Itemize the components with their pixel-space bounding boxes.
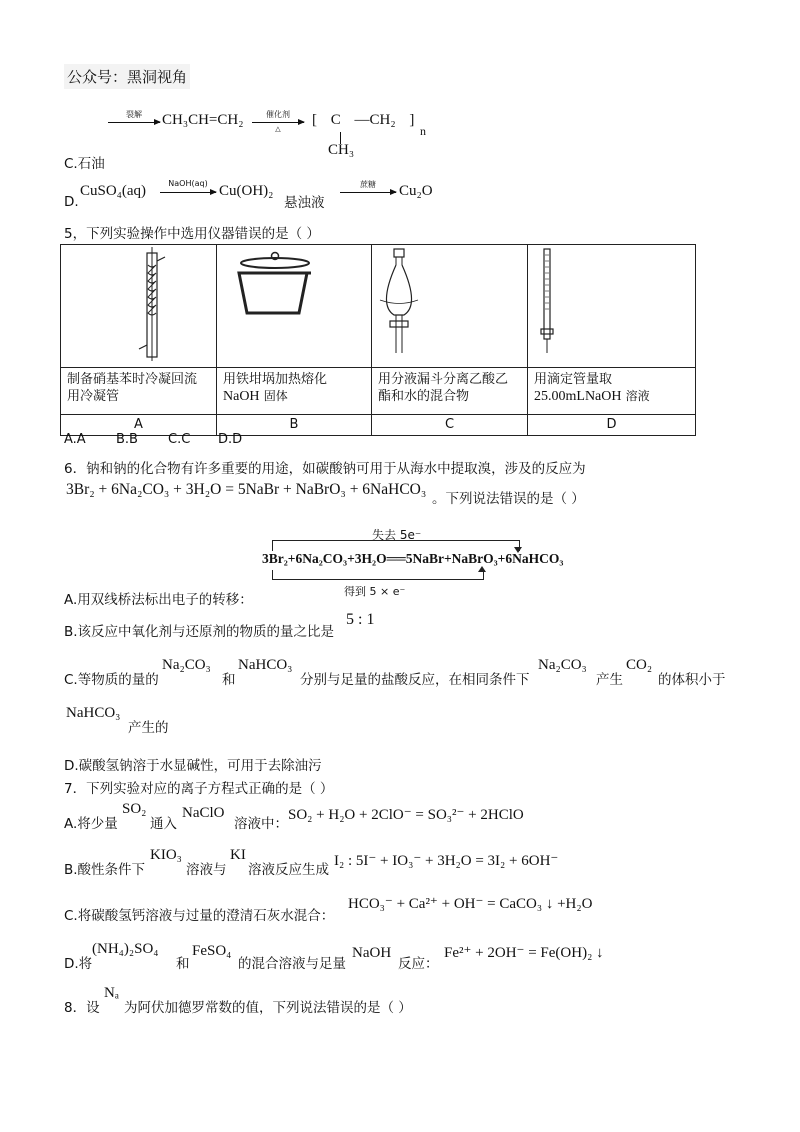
q6-option-c-chem4: CO₂: [626, 657, 653, 673]
methyl-formula: CH₃: [328, 142, 355, 158]
cell-d-desc-chem: 25.00mLNaOH: [534, 389, 622, 404]
cell-d-desc-post: 溶液: [625, 389, 650, 403]
q6-stem-tail: 。下列说法错误的是（ ）: [432, 491, 585, 507]
q7-option-a-chem2: NaClO: [182, 805, 225, 821]
diagram-equation: 3Br₂+6Na₂CO₃+3H₂O══5NaBr+NaBrO₃+6NaHCO₃: [262, 551, 564, 566]
q7-option-a-pre: A.将少量: [64, 816, 118, 832]
cell-b-image: [217, 245, 372, 368]
q7-option-d-and: 和: [176, 956, 190, 972]
q6-option-a: A.用双线桥法标出电子的转移：: [64, 592, 253, 608]
cell-b-desc-chem: NaOH: [223, 389, 260, 404]
diagram-bottom-label: 得到 5 × e⁻: [344, 585, 406, 598]
q6-option-c-chem3: Na₂CO₃: [538, 657, 587, 673]
q6-option-c-line2-chem: NaHCO₃: [66, 705, 121, 721]
q7-option-c: C.将碳酸氢钙溶液与过量的澄清石灰水混合：: [64, 908, 335, 924]
q6-option-b: B.该反应中氧化剂与还原剂的物质的量之比是: [64, 624, 335, 640]
q7-option-d-pre: D.将: [64, 956, 93, 972]
cuoh2-formula: Cu(OH)₂: [219, 183, 274, 199]
cell-c-image: [372, 245, 528, 368]
q5-choice-d: D.D: [218, 432, 243, 447]
cell-a-description: [61, 368, 217, 415]
q7-option-b-mid: 溶液与: [186, 862, 227, 878]
polymerization-arrow-sub: △: [275, 125, 281, 133]
cell-d-desc-pre: 用滴定管量取: [534, 372, 613, 387]
q8-tail: 为阿伏加德罗常数的值，下列说法错误的是（ ）: [124, 1000, 412, 1016]
cracking-arrow: [108, 110, 160, 123]
q7-option-d-chem2: FeSO₄: [192, 943, 232, 959]
option-c-prev: C.石油: [64, 156, 105, 172]
q5-stem: 5，下列实验操作中选用仪器错误的是（ ）: [64, 226, 320, 242]
q6-option-c-pre: C.等物质的量的: [64, 672, 159, 688]
naoh-arrow-label: NaOH(aq): [168, 179, 208, 188]
condenser-icon: [61, 245, 211, 363]
q7-option-b-tail: 溶液反应生成: [248, 862, 329, 878]
q6-option-c-chem2: NaHCO₃: [238, 657, 293, 673]
q7-option-a-equation: SO₂ + H₂O + 2ClO⁻ = SO₃²⁻ + 2HClO: [288, 807, 524, 823]
cell-b-desc-post: 固体: [263, 389, 288, 403]
cell-d-description: [528, 368, 696, 415]
cell-d-image: [528, 245, 696, 368]
q6-option-c-line2-tail: 产生的: [128, 720, 169, 736]
q6-option-c-mid2: 产生: [596, 672, 623, 688]
polymer-n: n: [420, 124, 426, 138]
cell-c-letter: C: [372, 415, 528, 436]
q7-option-d-chem3: NaOH: [352, 945, 392, 961]
cell-a-letter: A: [61, 415, 217, 436]
sucrose-arrow: [340, 180, 396, 193]
polymer-formula: [ C —CH₂ ]: [312, 112, 415, 128]
option-d-prev-prefix: D.: [64, 194, 79, 210]
cell-d-letter: D: [528, 415, 696, 436]
diagram-bottom-bracket: [272, 570, 484, 580]
naoh-arrow: [160, 179, 216, 193]
diagram-bottom-arrowhead: [478, 566, 486, 572]
q8-chem: Nₐ: [104, 985, 119, 1001]
suspension-note: 悬浊液: [284, 195, 325, 211]
q5-apparatus-table: [60, 244, 696, 436]
watermark-text: 公众号：黑洞视角: [64, 64, 190, 89]
cracking-arrow-label: 裂解: [126, 110, 142, 119]
cell-b-letter: B: [217, 415, 372, 436]
cell-b-desc-pre: 用铁坩埚加热熔化: [223, 372, 328, 387]
polymerization-arrow: [252, 110, 304, 133]
q7-option-d-equation: Fe²⁺ + 2OH⁻ = Fe(OH)₂ ↓: [444, 945, 604, 961]
q7-option-d-tail: 反应：: [398, 956, 439, 972]
diagram-top-label: 失去 5e⁻: [372, 528, 422, 542]
sucrose-arrow-label: 蔗糖: [360, 180, 376, 189]
polymerization-arrow-label: 催化剂: [266, 110, 290, 119]
q5-choice-a: A.A: [64, 432, 86, 447]
q7-option-a-tail: 溶液中：: [234, 816, 288, 832]
q6-option-b-ratio: 5 : 1: [346, 611, 375, 628]
diagram-top-bracket: [272, 540, 520, 551]
q7-option-d-chem1: (NH₄)₂SO₄: [92, 941, 159, 957]
q6-option-c-chem1: Na₂CO₃: [162, 657, 211, 673]
q7-option-b-pre: B.酸性条件下: [64, 862, 146, 878]
q7-option-a-chem1: SO₂: [122, 801, 147, 817]
cell-c-description: [372, 368, 528, 415]
q7-option-a-mid: 通入: [150, 816, 177, 832]
q6-option-c-mid: 分别与足量的盐酸反应，在相同条件下: [300, 672, 530, 688]
q7-stem: 7．下列实验对应的离子方程式正确的是（ ）: [64, 781, 334, 797]
burette-icon: [528, 245, 688, 363]
q7-option-d-mid: 的混合溶液与足量: [238, 956, 346, 972]
crucible-icon: [217, 245, 367, 363]
q7-option-b-chem1: KIO₃: [150, 847, 182, 863]
q7-option-b-equation: I₂ : 5I⁻ + IO₃⁻ + 3H₂O = 3I₂ + 6OH⁻: [334, 853, 559, 869]
q7-option-c-equation: HCO₃⁻ + Ca²⁺ + OH⁻ = CaCO₃ ↓ +H₂O: [348, 896, 593, 912]
propene-formula: CH₃CH=CH₂: [162, 112, 244, 128]
cell-a-image: [61, 245, 217, 368]
q5-choice-c: C.C: [168, 432, 191, 447]
q6-option-c-tail: 的体积小于: [658, 672, 726, 688]
cuso4-formula: CuSO₄(aq): [80, 183, 147, 199]
q6-option-d: D.碳酸氢钠溶于水显碱性，可用于去除油污: [64, 758, 322, 774]
cell-a-description-text: 制备硝基苯时冷凝回流用冷凝管: [67, 372, 198, 404]
q6-stem: 6．钠和钠的化合物有许多重要的用途，如碳酸钠可用于从海水中提取溴，涉及的反应为: [64, 461, 586, 477]
q6-option-c-and: 和: [222, 672, 236, 688]
cu2o-formula: Cu₂O: [399, 183, 433, 199]
q8-pre: 8．设: [64, 1000, 100, 1016]
cell-b-description: [217, 368, 372, 415]
q6-equation: 3Br₂ + 6Na₂CO₃ + 3H₂O = 5NaBr + NaBrO₃ + 6NaHCO₃: [66, 481, 427, 498]
q7-option-b-chem2: KI: [230, 847, 246, 863]
separatory-funnel-icon: [372, 245, 522, 363]
cell-c-description-text: 用分液漏斗分离乙酸乙酯和水的混合物: [378, 372, 509, 404]
q5-choice-b: B.B: [116, 432, 138, 447]
